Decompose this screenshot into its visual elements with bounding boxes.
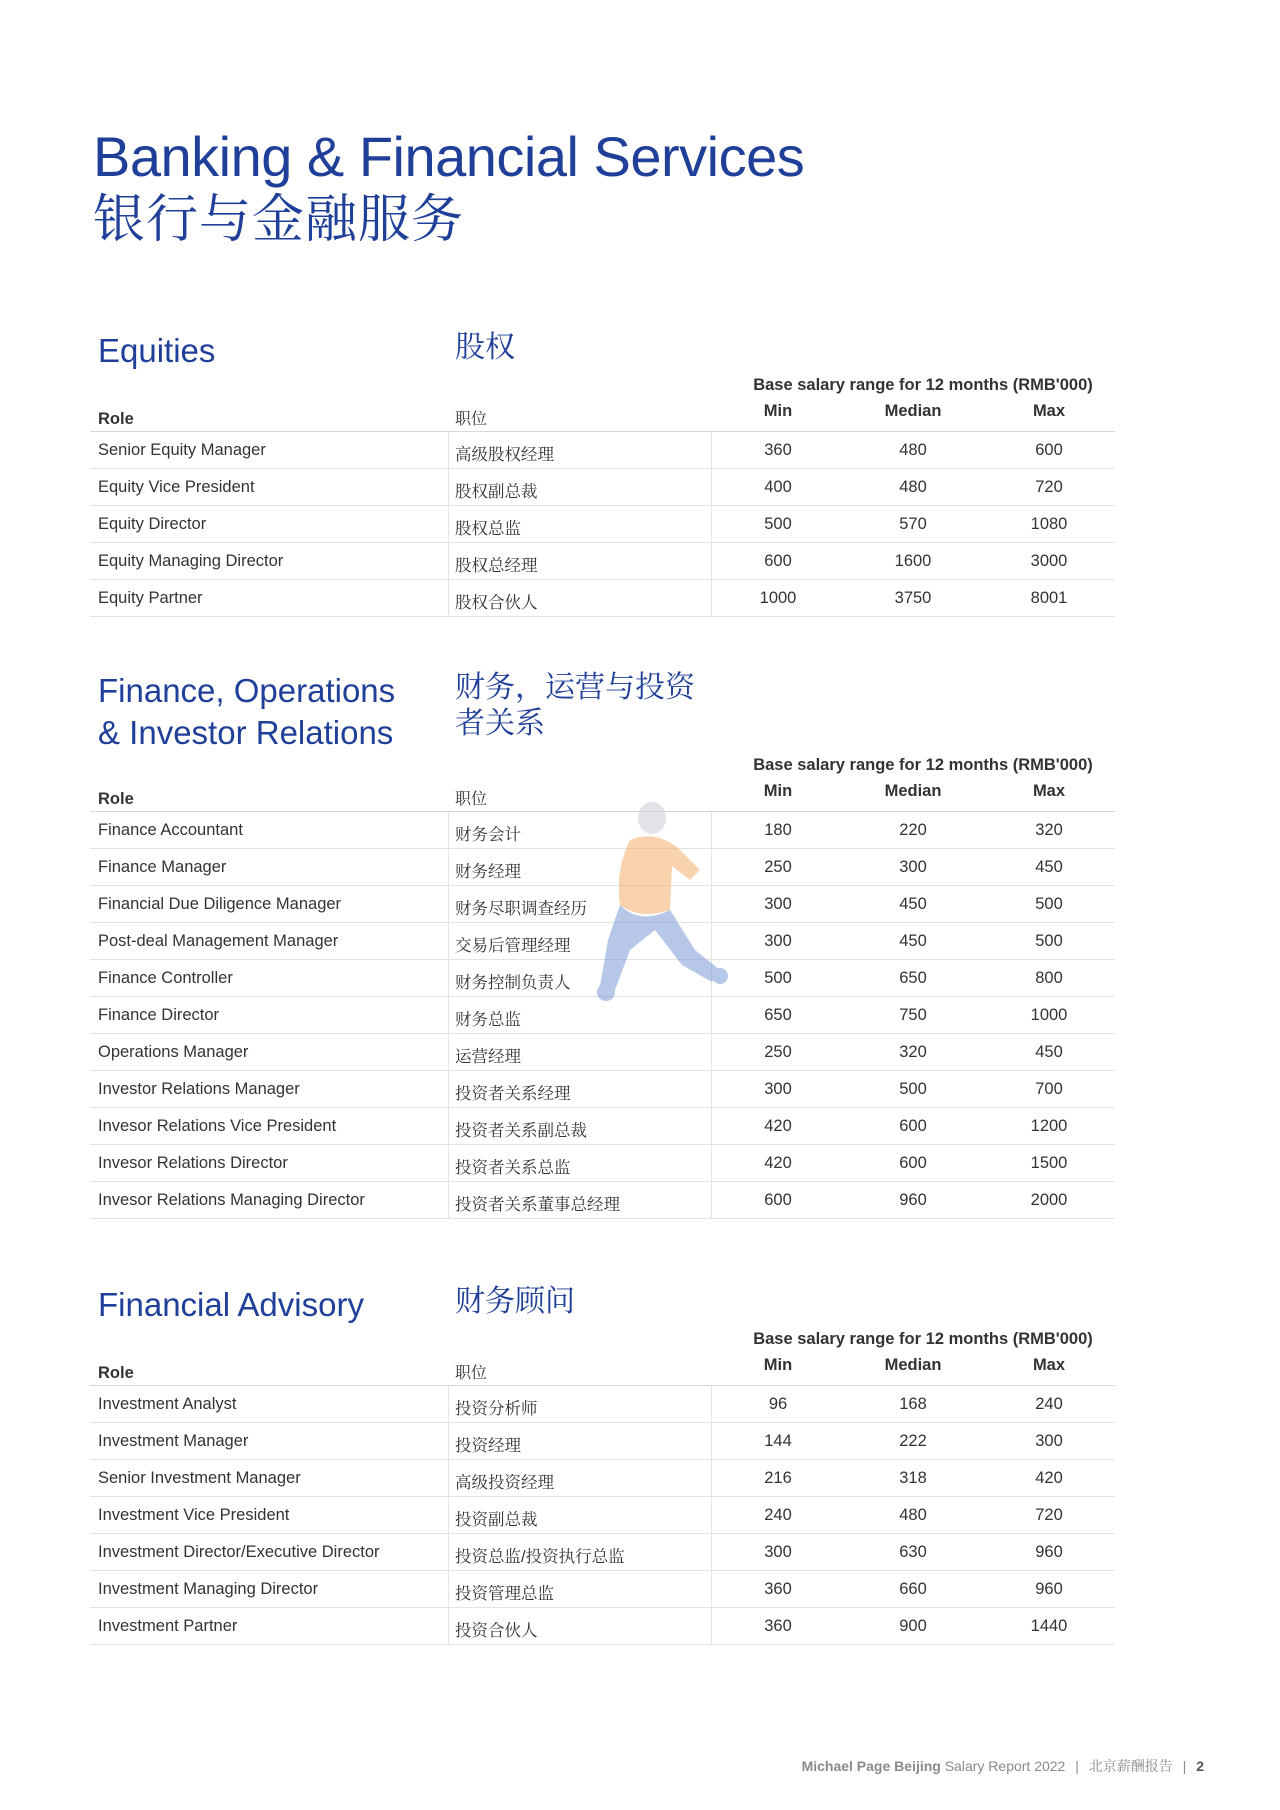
column-divider [448, 1571, 449, 1607]
column-divider [448, 886, 449, 922]
cell-min: 360 [764, 441, 792, 459]
salary-range-label: Base salary range for 12 months (RMB'000) [753, 1330, 1093, 1348]
table-row [90, 580, 1115, 617]
cell-median: 220 [899, 821, 927, 839]
column-divider [448, 580, 449, 616]
column-divider [711, 543, 712, 579]
cell-role-zh: 投资者关系总监 [455, 1159, 571, 1177]
header-role: Role [98, 1364, 134, 1382]
cell-role: Investment Vice President [98, 1506, 290, 1524]
cell-role-zh: 财务会计 [455, 826, 521, 844]
table-row [90, 1182, 1115, 1219]
column-divider [448, 1497, 449, 1533]
table-row [90, 1608, 1115, 1645]
cell-role-zh: 投资者关系经理 [455, 1085, 571, 1103]
cell-min: 240 [764, 1506, 792, 1524]
column-divider [448, 432, 449, 468]
column-divider [448, 1182, 449, 1218]
header-median: Median [884, 402, 942, 420]
cell-min: 420 [764, 1117, 792, 1135]
column-divider [448, 1108, 449, 1144]
cell-role: Senior Investment Manager [98, 1469, 301, 1487]
cell-min: 144 [764, 1432, 792, 1450]
cell-role-zh: 运营经理 [455, 1048, 521, 1066]
cell-max: 720 [1035, 1506, 1063, 1524]
page-number: 2 [1196, 1758, 1204, 1774]
cell-min: 250 [764, 858, 792, 876]
cell-role: Finance Manager [98, 858, 227, 876]
cell-max: 1000 [1030, 1006, 1068, 1024]
cell-min: 600 [764, 552, 792, 570]
cell-role-zh: 股权总经理 [455, 557, 538, 575]
cell-max: 1500 [1030, 1154, 1068, 1172]
table-row [90, 469, 1115, 506]
table-body [90, 432, 1115, 617]
table-row [90, 1145, 1115, 1182]
table-row [90, 1108, 1115, 1145]
cell-role: Invesor Relations Managing Director [98, 1191, 365, 1209]
table-row [90, 1071, 1115, 1108]
column-divider [448, 1534, 449, 1570]
table-header [90, 1350, 1115, 1386]
cell-median: 320 [899, 1043, 927, 1061]
column-divider [448, 1608, 449, 1644]
column-divider [448, 849, 449, 885]
table-body [90, 1386, 1115, 1645]
column-divider [711, 1145, 712, 1181]
cell-max: 960 [1035, 1580, 1063, 1598]
cell-role: Investment Partner [98, 1617, 238, 1635]
cell-max: 960 [1035, 1543, 1063, 1561]
header-role-zh: 职位 [455, 411, 488, 428]
cell-role-zh: 投资总监/投资执行总监 [455, 1548, 625, 1566]
cell-median: 750 [899, 1006, 927, 1024]
table-row [90, 1534, 1115, 1571]
salary-range-label: Base salary range for 12 months (RMB'000) [753, 376, 1093, 394]
table-row [90, 432, 1115, 469]
cell-role: Investment Director/Executive Director [98, 1543, 380, 1561]
footer-report-zh: 北京薪酬报告 [1088, 1758, 1173, 1774]
section-title-en: Equities [98, 332, 216, 369]
cell-max: 600 [1035, 441, 1063, 459]
cell-max: 700 [1035, 1080, 1063, 1098]
cell-max: 420 [1035, 1469, 1063, 1487]
cell-min: 250 [764, 1043, 792, 1061]
cell-role: Equity Managing Director [98, 552, 284, 570]
header-median: Median [884, 1356, 942, 1374]
salary-range-label: Base salary range for 12 months (RMB'000) [753, 756, 1093, 774]
column-divider [711, 432, 712, 468]
column-divider [711, 1071, 712, 1107]
cell-min: 420 [764, 1154, 792, 1172]
cell-role-zh: 投资者关系董事总经理 [455, 1196, 620, 1214]
cell-role-zh: 高级投资经理 [455, 1474, 554, 1492]
header-max: Max [1032, 402, 1066, 420]
header-min: Min [763, 1356, 793, 1374]
column-divider [711, 1108, 712, 1144]
cell-min: 1000 [759, 589, 797, 607]
cell-min: 360 [764, 1580, 792, 1598]
cell-role-zh: 投资分析师 [455, 1400, 538, 1418]
column-divider [711, 1571, 712, 1607]
header-min: Min [763, 782, 793, 800]
column-divider [448, 812, 449, 848]
header-max: Max [1032, 782, 1066, 800]
cell-role: Investment Manager [98, 1432, 249, 1450]
column-divider [711, 1608, 712, 1644]
column-divider [448, 1034, 449, 1070]
cell-max: 1440 [1030, 1617, 1068, 1635]
section-title-zh: 股权 [455, 331, 515, 364]
cell-max: 320 [1035, 821, 1063, 839]
header-median: Median [884, 782, 942, 800]
cell-max: 500 [1035, 932, 1063, 950]
cell-role: Finance Controller [98, 969, 233, 987]
cell-median: 500 [899, 1080, 927, 1098]
cell-role: Equity Vice President [98, 478, 255, 496]
header-role: Role [98, 410, 134, 428]
section-title-en [98, 670, 395, 754]
table-header [90, 396, 1115, 432]
cell-max: 450 [1035, 858, 1063, 876]
cell-median: 600 [899, 1117, 927, 1135]
column-divider [711, 1497, 712, 1533]
cell-median: 222 [899, 1432, 927, 1450]
section-title-zh-line2: 者关系 [455, 707, 545, 740]
column-divider [448, 1145, 449, 1181]
section-title-en-line1: Finance, Operations [98, 672, 396, 709]
section-title-zh [455, 670, 695, 742]
column-divider [448, 469, 449, 505]
cell-max: 1080 [1030, 515, 1068, 533]
cell-median: 300 [899, 858, 927, 876]
cell-max: 3000 [1030, 552, 1068, 570]
cell-max: 240 [1035, 1395, 1063, 1413]
cell-role-zh: 股权合伙人 [455, 594, 538, 612]
cell-role: Invesor Relations Vice President [98, 1117, 337, 1135]
column-divider [448, 923, 449, 959]
header-min: Min [763, 402, 793, 420]
footer-separator: | [1182, 1758, 1187, 1774]
running-figure-illustration [560, 800, 740, 1030]
cell-role-zh: 财务尽职调查经历 [455, 900, 587, 918]
section-title-zh: 财务顾问 [455, 1285, 575, 1318]
header-role-zh: 职位 [455, 791, 488, 808]
cell-min: 96 [768, 1395, 788, 1413]
cell-median: 480 [899, 441, 927, 459]
column-divider [711, 1534, 712, 1570]
column-divider [448, 997, 449, 1033]
cell-role: Senior Equity Manager [98, 441, 266, 459]
cell-role: Equity Director [98, 515, 207, 533]
table-row [90, 1423, 1115, 1460]
cell-median: 318 [899, 1469, 927, 1487]
cell-role-zh: 投资管理总监 [455, 1585, 554, 1603]
cell-role: Investor Relations Manager [98, 1080, 300, 1098]
cell-median: 650 [899, 969, 927, 987]
column-divider [448, 1386, 449, 1422]
cell-role-zh: 投资合伙人 [455, 1622, 538, 1640]
cell-min: 180 [764, 821, 792, 839]
column-divider [711, 1386, 712, 1422]
table-row [90, 1571, 1115, 1608]
table-row [90, 1386, 1115, 1423]
column-divider [711, 1182, 712, 1218]
cell-role: Finance Accountant [98, 821, 243, 839]
cell-role: Investment Managing Director [98, 1580, 319, 1598]
cell-max: 720 [1035, 478, 1063, 496]
cell-role-zh: 投资副总裁 [455, 1511, 538, 1529]
cell-role-zh: 投资者关系副总裁 [455, 1122, 587, 1140]
footer-report: Salary Report 2022 [944, 1758, 1066, 1774]
cell-role: Investment Analyst [98, 1395, 237, 1413]
column-divider [448, 543, 449, 579]
page-title-zh: 银行与金融服务 [93, 190, 465, 249]
column-divider [711, 1423, 712, 1459]
cell-median: 168 [899, 1395, 927, 1413]
cell-median: 960 [899, 1191, 927, 1209]
cell-min: 300 [764, 932, 792, 950]
table-row [90, 1497, 1115, 1534]
cell-median: 480 [899, 1506, 927, 1524]
column-divider [711, 1460, 712, 1496]
table-row [90, 1460, 1115, 1497]
cell-median: 3750 [894, 589, 932, 607]
footer-separator: | [1075, 1758, 1079, 1774]
cell-max: 2000 [1030, 1191, 1068, 1209]
table-row [90, 543, 1115, 580]
cell-role-zh: 投资经理 [455, 1437, 521, 1455]
cell-role: Financial Due Diligence Manager [98, 895, 342, 913]
cell-max: 1200 [1030, 1117, 1068, 1135]
header-role-zh: 职位 [455, 1365, 488, 1382]
column-divider [448, 506, 449, 542]
cell-min: 300 [764, 1080, 792, 1098]
cell-max: 500 [1035, 895, 1063, 913]
cell-role-zh: 财务经理 [455, 863, 521, 881]
cell-min: 300 [764, 1543, 792, 1561]
column-divider [448, 960, 449, 996]
table-row [90, 506, 1115, 543]
cell-median: 900 [899, 1617, 927, 1635]
cell-median: 1600 [894, 552, 932, 570]
header-role: Role [98, 790, 134, 808]
cell-max: 450 [1035, 1043, 1063, 1061]
cell-role-zh: 财务总监 [455, 1011, 521, 1029]
page-footer [802, 1756, 1204, 1776]
column-divider [711, 469, 712, 505]
footer-brand: Michael Page Beijing [801, 1758, 941, 1774]
cell-min: 500 [764, 515, 792, 533]
cell-role: Operations Manager [98, 1043, 249, 1061]
cell-min: 650 [764, 1006, 792, 1024]
section-title-zh-line1: 财务，运营与投资 [455, 671, 695, 704]
cell-median: 450 [899, 895, 927, 913]
cell-median: 630 [899, 1543, 927, 1561]
cell-role-zh: 高级股权经理 [455, 446, 554, 464]
cell-median: 600 [899, 1154, 927, 1172]
cell-median: 570 [899, 515, 927, 533]
column-divider [448, 1460, 449, 1496]
cell-min: 500 [764, 969, 792, 987]
page-title [93, 126, 804, 249]
cell-role-zh: 股权副总裁 [455, 483, 538, 501]
section-title-en-line2: & Investor Relations [98, 714, 394, 751]
cell-role-zh: 交易后管理经理 [455, 937, 571, 955]
cell-min: 216 [764, 1469, 792, 1487]
cell-min: 600 [764, 1191, 792, 1209]
cell-role: Equity Partner [98, 589, 203, 607]
page-title-en: Banking & Financial Services [93, 125, 805, 188]
column-divider [711, 1034, 712, 1070]
cell-role: Finance Director [98, 1006, 220, 1024]
header-max: Max [1032, 1356, 1066, 1374]
cell-min: 300 [764, 895, 792, 913]
cell-max: 8001 [1030, 589, 1068, 607]
cell-max: 800 [1035, 969, 1063, 987]
cell-median: 480 [899, 478, 927, 496]
section-title-en: Financial Advisory [98, 1286, 364, 1323]
cell-role: Post-deal Management Manager [98, 932, 339, 950]
column-divider [711, 506, 712, 542]
cell-min: 360 [764, 1617, 792, 1635]
column-divider [711, 580, 712, 616]
cell-min: 400 [764, 478, 792, 496]
column-divider [448, 1071, 449, 1107]
column-divider [448, 1423, 449, 1459]
cell-role-zh: 财务控制负责人 [455, 974, 571, 992]
cell-role: Invesor Relations Director [98, 1154, 288, 1172]
cell-median: 450 [899, 932, 927, 950]
cell-max: 300 [1035, 1432, 1063, 1450]
cell-role-zh: 股权总监 [455, 520, 521, 538]
table-row [90, 1034, 1115, 1071]
cell-median: 660 [899, 1580, 927, 1598]
